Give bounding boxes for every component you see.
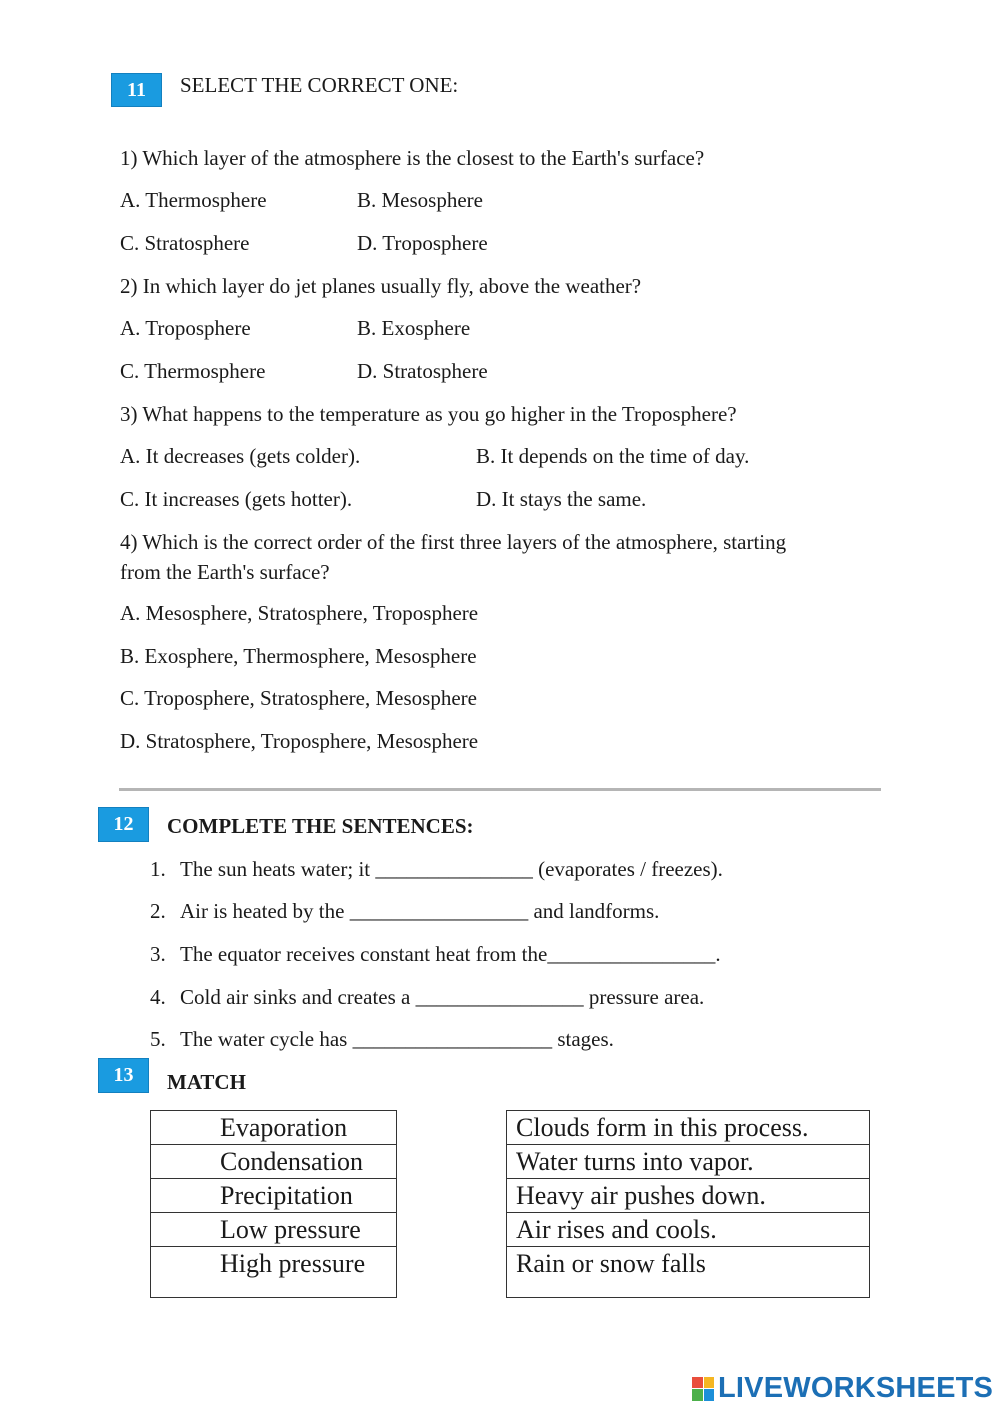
match-definition[interactable]: Clouds form in this process. [507,1111,870,1145]
q3-option-b[interactable]: B. It depends on the time of day. [476,444,750,468]
q1-option-a[interactable]: A. Thermosphere [120,188,267,212]
q3-option-d[interactable]: D. It stays the same. [476,487,647,511]
logo-text: LIVEWORKSHEETS [718,1372,994,1404]
match-definition[interactable]: Heavy air pushes down. [507,1179,870,1213]
sentence-text: Air is heated by the _________________ and landforms. [180,899,660,923]
q2-option-b[interactable]: B. Exosphere [357,316,471,340]
sentence-number: 5. [150,1027,166,1051]
match-term[interactable]: Condensation [151,1145,397,1179]
section-13-title: MATCH [167,1070,246,1094]
match-term[interactable]: Precipitation [151,1179,397,1213]
match-definition[interactable]: Rain or snow falls [507,1247,870,1298]
sentence-1[interactable] [150,857,723,882]
q2-option-a[interactable]: A. Troposphere [120,316,251,340]
q4-option-c[interactable]: C. Troposphere, Stratosphere, Mesosphere [120,686,477,710]
logo-blocks-icon [692,1377,714,1401]
section-13-badge: 13 [98,1058,149,1093]
sentence-text: The equator receives constant heat from the________________. [180,942,721,966]
q2-option-c[interactable]: C. Thermosphere [120,359,266,383]
sentence-number: 3. [150,942,166,966]
sentence-5[interactable] [150,1027,614,1052]
q1-option-d[interactable]: D. Troposphere [357,231,488,255]
question-3: 3) What happens to the temperature as you go higher in the Troposphere? [120,402,737,426]
match-term[interactable]: High pressure [151,1247,397,1298]
q1-option-c[interactable]: C. Stratosphere [120,231,250,255]
sentence-number: 2. [150,899,166,923]
liveworksheets-logo [692,1372,993,1405]
sentence-number: 4. [150,985,166,1009]
sentence-text: The water cycle has ___________________ stages. [180,1027,614,1051]
q1-option-b[interactable]: B. Mesosphere [357,188,483,212]
sentence-text: The sun heats water; it _______________ (evaporates / freezes). [180,857,723,881]
section-12-title: COMPLETE THE SENTENCES: [167,814,474,838]
question-4-line-2: from the Earth's surface? [120,560,330,584]
q4-option-d[interactable]: D. Stratosphere, Troposphere, Mesosphere [120,729,479,753]
section-12-badge: 12 [98,807,149,842]
q2-option-d[interactable]: D. Stratosphere [357,359,488,383]
q3-option-a[interactable]: A. It decreases (gets colder). [120,444,361,468]
match-definition[interactable]: Water turns into vapor. [507,1145,870,1179]
question-1: 1) Which layer of the atmosphere is the closest to the Earth's surface? [120,146,705,170]
match-term[interactable]: Low pressure [151,1213,397,1247]
question-4-line-1: 4) Which is the correct order of the first three layers of the atmosphere, starting [120,530,787,554]
match-term[interactable]: Evaporation [151,1111,397,1145]
q4-option-a[interactable]: A. Mesosphere, Stratosphere, Troposphere [120,601,479,625]
section-divider [119,788,881,791]
match-definitions-table [506,1110,870,1298]
q4-option-b[interactable]: B. Exosphere, Thermosphere, Mesosphere [120,644,477,668]
section-11-title: SELECT THE CORRECT ONE: [180,73,459,97]
sentence-2[interactable] [150,899,659,924]
q3-option-c[interactable]: C. It increases (gets hotter). [120,487,353,511]
section-11-badge: 11 [111,73,162,107]
sentence-3[interactable] [150,942,721,967]
sentence-text: Cold air sinks and creates a ________________ pressure area. [180,985,705,1009]
match-definition[interactable]: Air rises and cools. [507,1213,870,1247]
question-2: 2) In which layer do jet planes usually fly, above the weather? [120,274,642,298]
sentence-4[interactable] [150,985,704,1010]
sentence-number: 1. [150,857,166,881]
match-terms-table [150,1110,397,1298]
